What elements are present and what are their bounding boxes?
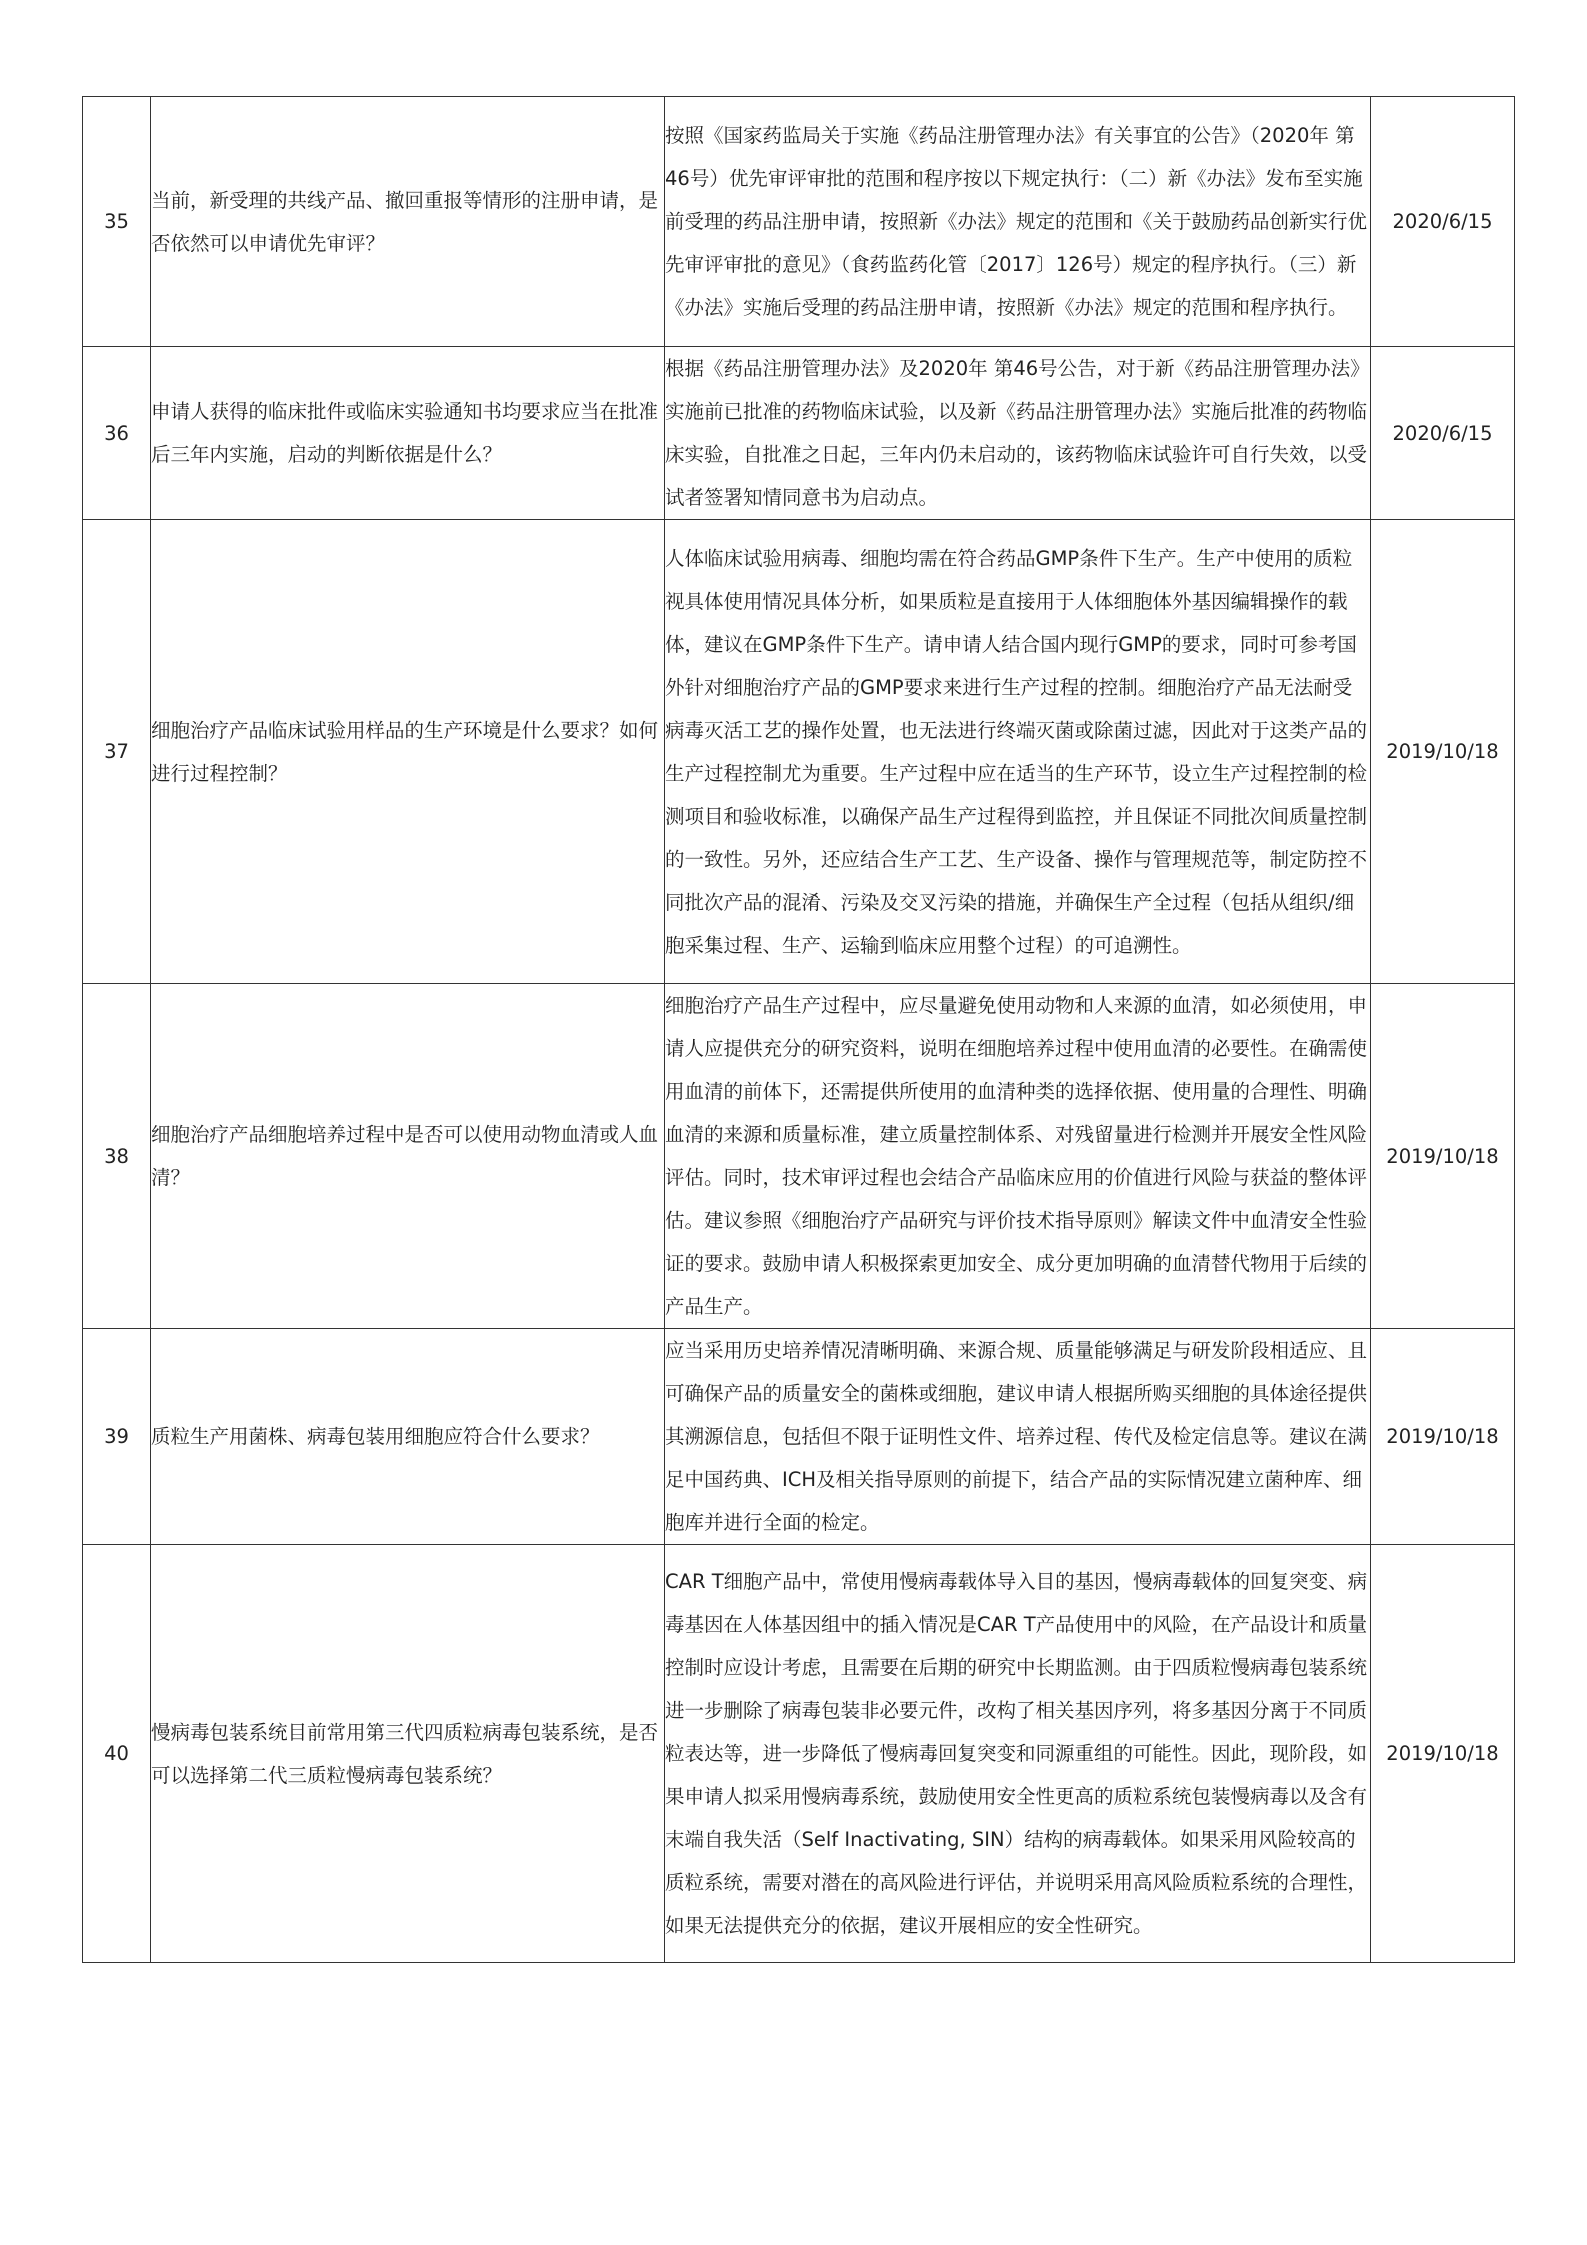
date-cell: 2019/10/18: [1371, 1329, 1515, 1545]
answer-cell: 按照《国家药监局关于实施《药品注册管理办法》有关事宜的公告》（2020年 第46号）优先审评审批的范围和程序按以下规定执行：（二）新《办法》发布至实施前受理的药品注册申请，按照新《办法》规定的范围和《关于鼓励药品创新实行优先审评审批的意见》（食药监药化管〔2017〕126号）规定的程序执行。（三）新《办法》实施后受理的药品注册申请，按照新《办法》规定的范围和程序执行。: [665, 97, 1371, 347]
question-cell: 质粒生产用菌株、病毒包装用细胞应符合什么要求？: [151, 1329, 665, 1545]
date-cell: 2020/6/15: [1371, 97, 1515, 347]
table-row: [83, 347, 1515, 520]
date-cell: 2019/10/18: [1371, 520, 1515, 984]
question-cell: 细胞治疗产品细胞培养过程中是否可以使用动物血清或人血清？: [151, 984, 665, 1329]
table-row: [83, 97, 1515, 347]
question-cell: 慢病毒包装系统目前常用第三代四质粒病毒包装系统，是否可以选择第二代三质粒慢病毒包装系统？: [151, 1545, 665, 1963]
table-row: [83, 984, 1515, 1329]
row-number: 38: [83, 984, 151, 1329]
row-number: 37: [83, 520, 151, 984]
date-cell: 2019/10/18: [1371, 1545, 1515, 1963]
answer-cell: 根据《药品注册管理办法》及2020年 第46号公告，对于新《药品注册管理办法》实施前已批准的药物临床试验，以及新《药品注册管理办法》实施后批准的药物临床实验，自批准之日起，三年内仍未启动的，该药物临床试验许可自行失效，以受试者签署知情同意书为启动点。: [665, 347, 1371, 520]
question-cell: 当前，新受理的共线产品、撤回重报等情形的注册申请，是否依然可以申请优先审评？: [151, 97, 665, 347]
row-number: 39: [83, 1329, 151, 1545]
table-row: [83, 1545, 1515, 1963]
qa-table: [82, 96, 1515, 1963]
question-cell: 细胞治疗产品临床试验用样品的生产环境是什么要求？如何进行过程控制？: [151, 520, 665, 984]
row-number: 36: [83, 347, 151, 520]
table-row: [83, 520, 1515, 984]
row-number: 40: [83, 1545, 151, 1963]
document-page: [82, 96, 1514, 1963]
answer-cell: 细胞治疗产品生产过程中，应尽量避免使用动物和人来源的血清，如必须使用，申请人应提供充分的研究资料，说明在细胞培养过程中使用血清的必要性。在确需使用血清的前体下，还需提供所使用的血清种类的选择依据、使用量的合理性、明确血清的来源和质量标准，建立质量控制体系、对残留量进行检测并开展安全性风险评估。同时，技术审评过程也会结合产品临床应用的价值进行风险与获益的整体评估。建议参照《细胞治疗产品研究与评价技术指导原则》解读文件中血清安全性验证的要求。鼓励申请人积极探索更加安全、成分更加明确的血清替代物用于后续的产品生产。: [665, 984, 1371, 1329]
table-row: [83, 1329, 1515, 1545]
answer-cell: CAR T细胞产品中，常使用慢病毒载体导入目的基因，慢病毒载体的回复突变、病毒基因在人体基因组中的插入情况是CAR T产品使用中的风险，在产品设计和质量控制时应设计考虑，且需要在后期的研究中长期监测。由于四质粒慢病毒包装系统进一步删除了病毒包装非必要元件，改构了相关基因序列，将多基因分离于不同质粒表达等，进一步降低了慢病毒回复突变和同源重组的可能性。因此，现阶段，如果申请人拟采用慢病毒系统，鼓励使用安全性更高的质粒系统包装慢病毒以及含有末端自我失活（Self Inactivating, SIN）结构的病毒载体。如果采用风险较高的质粒系统，需要对潜在的高风险进行评估，并说明采用高风险质粒系统的合理性，如果无法提供充分的依据，建议开展相应的安全性研究。: [665, 1545, 1371, 1963]
date-cell: 2020/6/15: [1371, 347, 1515, 520]
row-number: 35: [83, 97, 151, 347]
answer-cell: 人体临床试验用病毒、细胞均需在符合药品GMP条件下生产。生产中使用的质粒视具体使用情况具体分析，如果质粒是直接用于人体细胞体外基因编辑操作的载体，建议在GMP条件下生产。请申请人结合国内现行GMP的要求，同时可参考国外针对细胞治疗产品的GMP要求来进行生产过程的控制。细胞治疗产品无法耐受病毒灭活工艺的操作处置，也无法进行终端灭菌或除菌过滤，因此对于这类产品的生产过程控制尤为重要。生产过程中应在适当的生产环节，设立生产过程控制的检测项目和验收标准，以确保产品生产过程得到监控，并且保证不同批次间质量控制的一致性。另外，还应结合生产工艺、生产设备、操作与管理规范等，制定防控不同批次产品的混淆、污染及交叉污染的措施，并确保生产全过程（包括从组织/细胞采集过程、生产、运输到临床应用整个过程）的可追溯性。: [665, 520, 1371, 984]
question-cell: 申请人获得的临床批件或临床实验通知书均要求应当在批准后三年内实施，启动的判断依据是什么？: [151, 347, 665, 520]
answer-cell: 应当采用历史培养情况清晰明确、来源合规、质量能够满足与研发阶段相适应、且可确保产品的质量安全的菌株或细胞，建议申请人根据所购买细胞的具体途径提供其溯源信息，包括但不限于证明性文件、培养过程、传代及检定信息等。建议在满足中国药典、ICH及相关指导原则的前提下，结合产品的实际情况建立菌种库、细胞库并进行全面的检定。: [665, 1329, 1371, 1545]
date-cell: 2019/10/18: [1371, 984, 1515, 1329]
